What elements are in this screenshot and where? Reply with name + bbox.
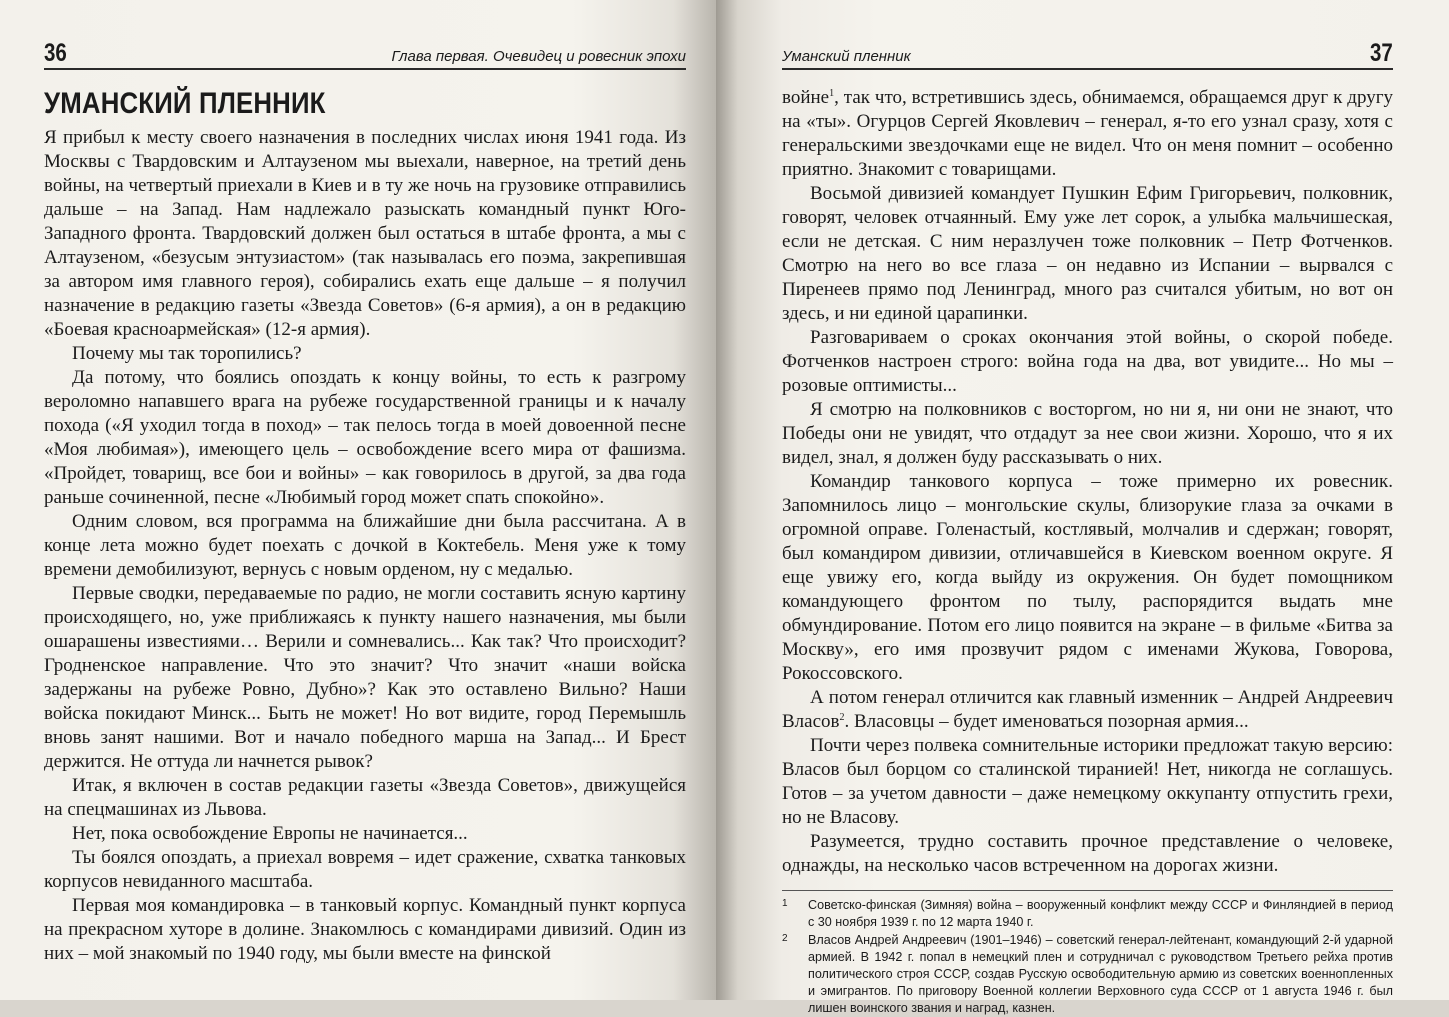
paragraph: Я прибыл к месту своего назначения в последних числах июня 1941 года. Из Москвы с Твардовским и Алтаузеном мы выехали, наверное, на третий день войны, на четвертый приехали в Киев и в ту же ночь на грузовике отправились дальше – на Запад. Нам надлежало разыскать командный пункт Юго-Западного фронта. Твардовский должен был остаться в штабе фронта, а мы с Алтаузеном, «безусым энтузиастом» (так называлась его поэма, закрепившая за автором имя главного героя), собирались ехать еще дальше – я получил назначение в редакцию газеты «Звезда Советов» (6-я армия), а он в редакцию «Боевая красноармейская» (12-я армия). [44,127,686,340]
paragraph: А потом генерал отличится как главный изменник – Андрей Андреевич Власов$^2$. Власовцы – будет именоваться позорная армия... [782,687,1393,732]
running-head: Уманский пленник [782,48,911,65]
footnote-text: Власов Андрей Андреевич (1901–1946) – советский генерал-лейтенант, командующий 2-й ударной армией. В 1942 г. попал в немецкий плен и сотрудничал с руководством Третьего рейха против политического строя СССР, создав Русскую освободительную армию из советских военнопленных и эмигрантов. По приговору Военной коллегии Верховного суда СССР от 1 августа 1946 г. был лишен воинского звания и наград, казнен. [808,933,1393,1015]
footnote [782,932,1393,1017]
page-number: 37 [1370,39,1393,67]
page-number: 36 [44,39,67,67]
footnote-ref: 2 [839,712,845,723]
running-head: Глава первая. Очевидец и ровесник эпохи [391,48,686,65]
paragraph: Да потому, что боялись опоздать к концу войны, то есть к разгрому вероломно напавшего врага на рубеже государственной границы и к началу похода («Я уходил тогда в поход» – так пелось тогда в моей довоенной песне «Моя любимая»), имеющего цель – освобождение всего мира от фашизма. «Пройдет, товарищ, все бои и войны» – как говорилось в другой, за два года раньше сочиненной, песне «Любимый город может спать спокойно». [44,367,686,508]
paragraph: Я смотрю на полковников с восторгом, но ни я, ни они не знают, что Победы они не увидят, что отдадут за нее свои жизни. Хорошо, что я их видел, знал, я должен буду рассказывать о них. [782,399,1393,468]
footnote-mark: 1 [782,898,788,909]
left-page [0,0,716,1000]
left-page-header [44,36,686,70]
paragraph: Итак, я включен в состав редакции газеты «Звезда Советов», движущейся на спецмашинах из Львова. [44,775,686,820]
paragraph: Ты боялся опоздать, а приехал вовремя – идет сражение, схватка танковых корпусов невиданного масштаба. [44,847,686,892]
paragraph: Разумеется, трудно составить прочное представление о человеке, однажды, на несколько часов встреченном на дорогах жизни. [782,831,1393,876]
footnote [782,897,1393,931]
chapter-title: УМАНСКИЙ ПЛЕННИК [44,87,326,120]
paragraph: Восьмой дивизией командует Пушкин Ефим Григорьевич, полковник, говорят, человек отчаянный. Ему уже лет сорок, а улыбка мальчишеская, если не детская. С ним неразлучен тоже полковник – Петр Фотченков. Смотрю на него во все глаза – он недавно из Испании – вырвался с Пиренеев прямо под Ленинград, много раз считался убитым, но вот он здесь, и ни единой царапинки. [782,183,1393,324]
right-page-text [782,86,1393,878]
footnote-text: Советско-финская (Зимняя) война – вооруженный конфликт между СССР и Финляндией в период с 30 ноября 1939 г. по 12 марта 1940 г. [808,898,1393,929]
right-page-header [782,36,1393,70]
paragraph: Почему мы так торопились? [72,343,302,364]
paragraph: войне$^1$, так что, встретившись здесь, обнимаемся, обращаемся друг к другу на «ты». Огурцов Сергей Яковлевич – генерал, я-то его узнал сразу, хотя с генеральскими звездочками еще не видел. Что он меня помнит – особенно приятно. Знакомит с товарищами. [782,87,1393,180]
right-page [716,0,1449,1015]
paragraph: Разговариваем о сроках окончания этой войны, о скорой победе. Фотченков настроен строго: война года на два, вот увидите... Но мы – розовые оптимисты... [782,327,1393,396]
footnote-ref: 1 [829,88,835,99]
left-page-text [44,126,686,966]
paragraph: Почти через полвека сомнительные историки предложат такую версию: Власов был борцом со сталинской тиранией! Нет, никогда не соглашусь. Готов – за учетом давности – даже немецкому оккупанту отпустить грехи, но не Власову. [782,735,1393,828]
paragraph: Нет, пока освобождение Европы не начинается... [72,823,468,844]
paragraph: Первые сводки, передаваемые по радио, не могли составить ясную картину происходящего, но, уже приближаясь к пункту нашего назначения, мы были ошарашены известиями… Верили и сомневались... Как так? Что происходит? Гродненское направление. Что это значит? Что значит «наши войска задержаны на рубеже Ровно, Дубно»? Как это оставлено Вильно? Наши войска покидают Минск... Быть не может! Но вот видите, город Перемышль вновь занят нашими. Вот и начало победного марша на Запад... И Брест держится. Не оттуда ли начнется рывок? [44,583,686,772]
paragraph: Первая моя командировка – в танковый корпус. Командный пункт корпуса на прекрасном хуторе в долине. Знакомлюсь с командирами дивизий. Один из них – мой знакомый по 1940 году, мы были вместе на финской [44,895,686,964]
paragraph: Одним словом, вся программа на ближайшие дни была рассчитана. А в конце лета можно будет поехать с дочкой в Коктебель. Меня уже к тому времени демобилизуют, вернусь с новым орденом, ну с медалью. [44,511,686,580]
paragraph: Командир танкового корпуса – тоже примерно их ровесник. Запомнилось лицо – монгольские скулы, близорукие глаза за очками в огромной оправе. Голенастый, костлявый, молчалив и сдержан; говорят, был командиром дивизии, отличавшейся в Киевском военном округе. Я еще увижу его, когда выйду из окружения. Он будет помощником командующего фронтом по тылу, распорядится выдать мне обмундирование. Потом его лицо появится на экране – в фильме «Битва за Москву», его имя прозвучит рядом с именами Жукова, Говорова, Рокоссовского. [782,471,1393,684]
footnotes [782,890,1393,1017]
footnote-mark: 2 [782,933,788,944]
